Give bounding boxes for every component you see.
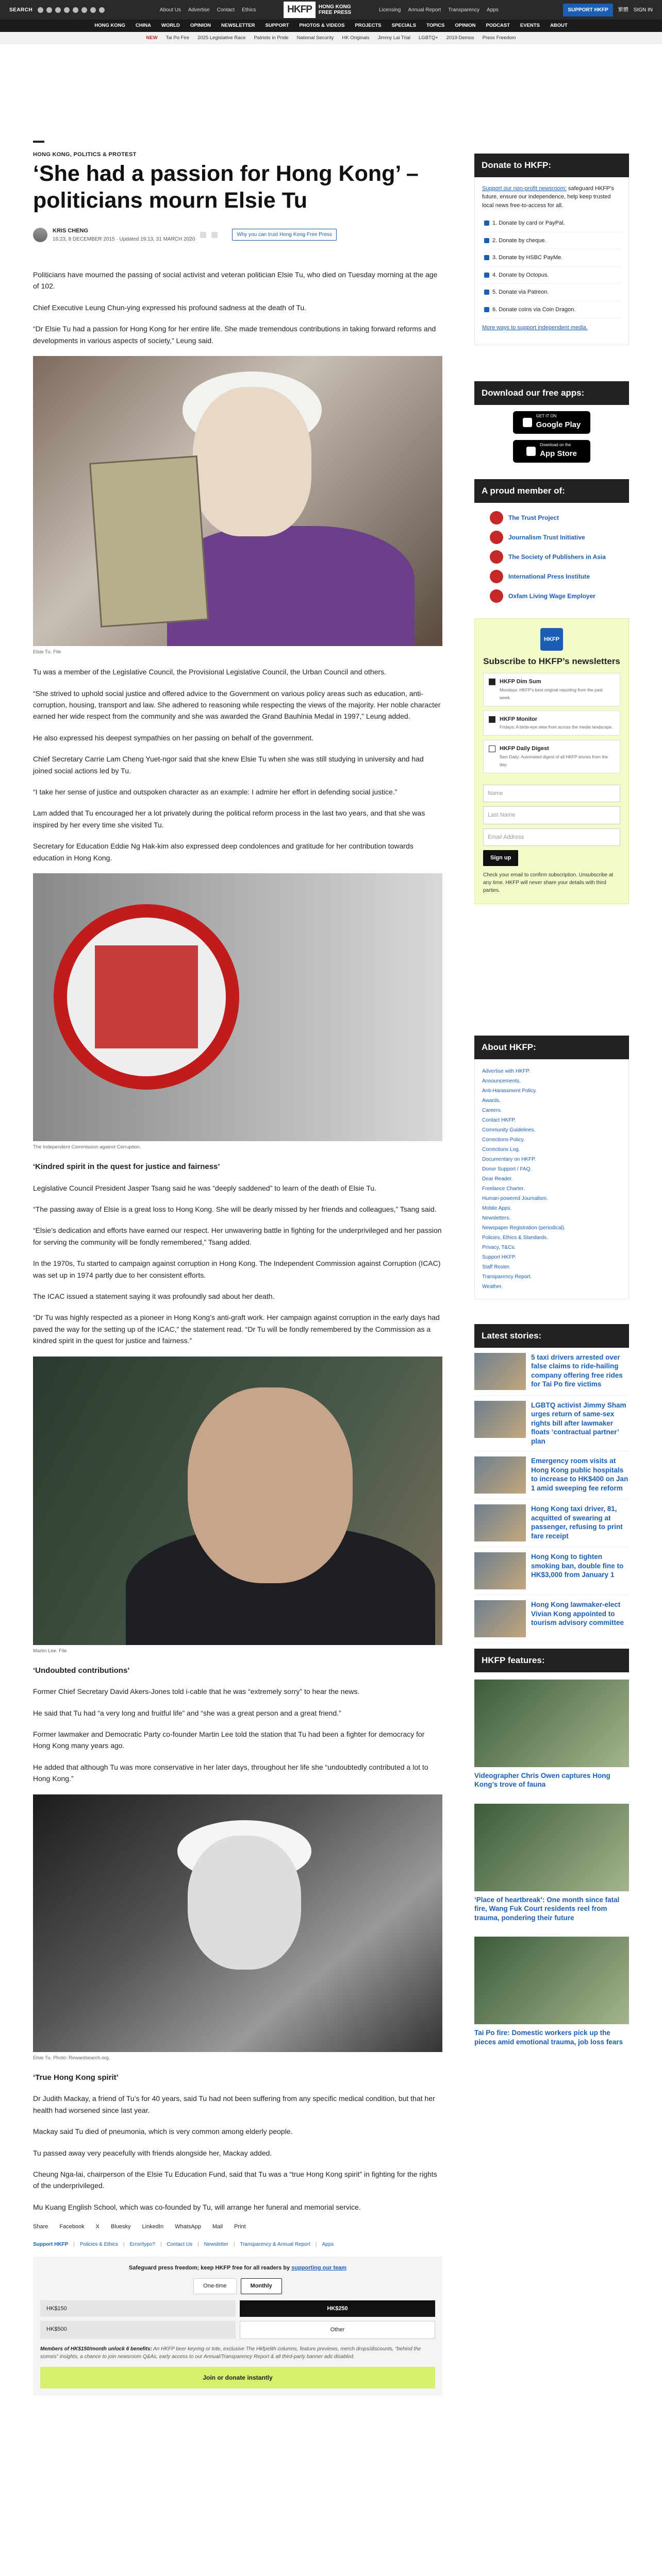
- member-name: The Trust Project: [508, 514, 559, 521]
- about-link[interactable]: Privacy, T&Cs.: [482, 1244, 516, 1250]
- member-oxfam[interactable]: [474, 586, 629, 606]
- rss-icon[interactable]: [99, 7, 105, 13]
- paragraph: Cheung Nga-lai, chairperson of the Elsie Tu Education Fund, said that Tu was a “true Hong Kong spirit” in fighting for the rights of the underprivileged.: [33, 2170, 437, 2190]
- nav-opinion[interactable]: OPINION: [190, 22, 211, 28]
- octopus-icon: [484, 273, 489, 278]
- option-name: HKFP Monitor: [500, 716, 538, 722]
- author-name[interactable]: KRIS CHENG: [53, 228, 89, 234]
- top-links-right: [374, 6, 503, 14]
- share-bar: [33, 2223, 442, 2231]
- membership-benefits-title: Members of HK$150/month unlock 6 benefits:: [40, 2346, 152, 2352]
- trending-item[interactable]: 2019 Demos: [446, 35, 474, 41]
- nav-topics[interactable]: TOPICS: [426, 22, 445, 28]
- donate-intro: [482, 184, 621, 210]
- nav-china[interactable]: CHINA: [135, 22, 152, 28]
- paragraph: In the 1970s, Tu started to campaign against corruption in Hong Kong. The Independent Commission against Corruption (ICAC) was set up in 1974 partly due to her consistent efforts.: [33, 1259, 441, 1279]
- figure-caption: Martin Lee. File: [33, 1648, 67, 1654]
- byline-text: [53, 227, 195, 243]
- about-link[interactable]: Policies, Ethics & Standards.: [482, 1234, 548, 1241]
- member-ipi[interactable]: [474, 567, 629, 586]
- donate-method-octopus[interactable]: [482, 267, 621, 284]
- feature-story[interactable]: [474, 1797, 629, 1930]
- amount-150[interactable]: HK$150: [40, 2300, 236, 2317]
- option-text: [500, 715, 613, 732]
- social-icons: [38, 7, 105, 13]
- story-thumbnail: [474, 1552, 526, 1589]
- subheading: ‘True Hong Kong spirit’: [33, 2073, 119, 2082]
- trending-item[interactable]: Patriots in Pride: [254, 35, 289, 41]
- story-thumbnail: [474, 1600, 526, 1637]
- paragraph: Dr Judith Mackay, a friend of Tu’s for 40 years, said Tu had not been suffering from any specific medical condition, but that her health had worsened since last year.: [33, 2094, 435, 2114]
- title-rule: [33, 141, 44, 143]
- top-link-contact[interactable]: Contact: [217, 7, 235, 13]
- paragraph: He added that although Tu was more conservative in her later days, throughout her life she “undoubtedly contributed a lot to Hong Kong.”: [33, 1762, 428, 1783]
- article-category[interactable]: HONG KONG, POLITICS & PROTEST: [33, 151, 137, 158]
- paragraph: Tu passed away very peacefully with friends alongside her, Mackay added.: [33, 2148, 272, 2157]
- feature-story[interactable]: [474, 1672, 629, 1797]
- paragraph: The ICAC issued a statement saying it was profoundly sad about her death.: [33, 1292, 275, 1300]
- donation-title-link[interactable]: supporting our team: [291, 2264, 347, 2271]
- nav-about[interactable]: ABOUT: [550, 22, 568, 28]
- sidebar-heading: Donate to HKFP:: [474, 154, 629, 177]
- member-trust-project[interactable]: [474, 508, 629, 528]
- latest-story[interactable]: [474, 1595, 629, 1643]
- feature-image: [474, 1804, 629, 1891]
- footer-typo-link[interactable]: Error/typo?: [129, 2241, 155, 2247]
- newsletter-option-digest[interactable]: [483, 740, 620, 773]
- jti-icon: [490, 531, 503, 544]
- photo-shape: [95, 945, 198, 1048]
- freq-one-time[interactable]: One-time: [193, 2278, 236, 2294]
- footer-support-link[interactable]: Support HKFP: [33, 2241, 69, 2247]
- byline: [33, 227, 435, 243]
- facebook-icon[interactable]: [38, 7, 43, 13]
- paragraph: Mackay said Tu died of pneumonia, which is very common among elderly people.: [33, 2127, 293, 2136]
- about-link[interactable]: Announcements.: [482, 1078, 521, 1084]
- share-bluesky[interactable]: Bluesky: [111, 2224, 131, 2230]
- why-trust-button[interactable]: Why you can trust Hong Kong Free Press: [232, 229, 337, 241]
- spacer: [483, 777, 620, 785]
- latest-story[interactable]: [474, 1396, 629, 1452]
- sidebar-donate-body: [474, 177, 629, 345]
- feature-title: Videographer Chris Owen captures Hong Kong’s trove of fauna: [474, 1771, 610, 1789]
- footer-apps-link[interactable]: Apps: [322, 2241, 334, 2247]
- photo-elsie-tu-bw: [33, 1794, 442, 2052]
- separator: |: [160, 2241, 162, 2247]
- member-name: Oxfam Living Wage Employer: [508, 592, 595, 600]
- story-thumbnail: [474, 1353, 526, 1390]
- newsletter-option-dimsum[interactable]: [483, 673, 620, 706]
- paragraph: Secretary for Education Eddie Ng Hak-kim also expressed deep condolences and gratitude for her contribution towards education in Hong Kong.: [33, 842, 413, 862]
- telegram-icon[interactable]: [90, 7, 96, 13]
- story-title: Hong Kong to tighten smoking ban, double fine to HK$3,000 from January 1: [531, 1553, 624, 1579]
- ipi-icon: [490, 570, 503, 583]
- sidebar-heading: About HKFP:: [474, 1036, 629, 1059]
- sopa-icon: [490, 550, 503, 564]
- story-thumbnail: [474, 1401, 526, 1438]
- sidebar-members: [474, 479, 629, 611]
- donate-method-patreon[interactable]: [482, 284, 621, 301]
- name-field[interactable]: Name: [483, 785, 620, 803]
- member-sopa[interactable]: [474, 547, 629, 567]
- donate-intro-text: safeguard HKFP’s future, ensure our independence, help keep trusted local news free-to-access for all.: [482, 185, 614, 209]
- donation-amounts: [40, 2300, 435, 2339]
- nav-podcast[interactable]: PODCAST: [486, 22, 510, 28]
- latest-story[interactable]: [474, 1348, 629, 1396]
- photo-martin-lee: [33, 1357, 442, 1645]
- top-left: [9, 6, 143, 14]
- about-link[interactable]: Newsletters.: [482, 1215, 511, 1221]
- store-name: App Store: [540, 449, 577, 459]
- separator: |: [73, 2241, 75, 2247]
- option-text: [500, 744, 615, 769]
- coin-icon: [484, 307, 489, 312]
- footer-newsletter-link[interactable]: Newsletter: [204, 2241, 228, 2247]
- top-link-apps[interactable]: Apps: [487, 7, 499, 13]
- trending-item[interactable]: 2025 Legislative Race: [197, 35, 246, 41]
- article-date: 16:23, 8 DECEMBER 2015 · Updated 19:13, 31 MARCH 2020: [53, 236, 195, 242]
- share-mail[interactable]: Mail: [212, 2224, 223, 2230]
- paragraph: Tu was a member of the Legislative Council, the Provisional Legislative Council, the Urban Council and others.: [33, 668, 387, 676]
- member-logos: [474, 503, 629, 611]
- separator: |: [233, 2241, 235, 2247]
- about-links: [474, 1059, 629, 1299]
- google-play-button[interactable]: [513, 411, 590, 434]
- separator: |: [197, 2241, 199, 2247]
- share-whatsapp[interactable]: WhatsApp: [175, 2224, 201, 2230]
- latest-story[interactable]: [474, 1547, 629, 1595]
- search-button[interactable]: SEARCH: [9, 7, 33, 13]
- paragraph: Legislative Council President Jasper Tsang said he was “deeply saddened” to learn of the death of Elsie Tu.: [33, 1183, 376, 1192]
- figure-martin-lee: [33, 1357, 442, 1655]
- join-donate-button[interactable]: Join or donate instantly: [40, 2367, 435, 2388]
- photo-shape: [188, 1836, 301, 1970]
- paragraph: Chief Secretary Carrie Lam Cheng Yuet-ngor said that she knew Elsie Tu when she was still studying in university and had joined social actions led by Tu.: [33, 755, 424, 775]
- email-field[interactable]: Email Address: [483, 828, 620, 846]
- sidebar-latest: [474, 1324, 629, 1643]
- nav-world[interactable]: WORLD: [161, 22, 180, 28]
- amount-other[interactable]: Other: [240, 2321, 435, 2339]
- store-name: Google Play: [536, 420, 581, 430]
- paragraph: He also expressed his deepest sympathies on her passing on behalf of the government.: [33, 733, 313, 742]
- separator: |: [315, 2241, 317, 2247]
- about-link[interactable]: Donor Support / FAQ.: [482, 1166, 532, 1172]
- share-facebook[interactable]: Facebook: [59, 2224, 85, 2230]
- trending-item[interactable]: National Security: [296, 35, 334, 41]
- donation-box: [33, 2257, 442, 2396]
- checkbox[interactable]: [489, 679, 495, 685]
- site-logo[interactable]: [284, 2, 363, 19]
- donation-frequency: [40, 2278, 435, 2294]
- sidebar-heading: Download our free apps:: [474, 381, 629, 405]
- top-links: [143, 6, 272, 14]
- footer-policies-link[interactable]: Policies & Ethics: [79, 2241, 118, 2247]
- trust-project-icon: [490, 511, 503, 524]
- nav-specials[interactable]: SPECIALS: [391, 22, 417, 28]
- author-avatar: [33, 228, 47, 242]
- amount-500[interactable]: HK$500: [40, 2321, 236, 2339]
- membership-benefits: [40, 2345, 435, 2361]
- trending-item[interactable]: LGBTQ+: [419, 35, 438, 41]
- nav-hong-kong[interactable]: HONG KONG: [94, 22, 125, 28]
- donate-intro-link[interactable]: Support our non-profit newsroom:: [482, 185, 567, 192]
- donate-method-payme[interactable]: [482, 249, 621, 267]
- paragraph: “I take her sense of justice and outspoken character as an example: I admire her effort in defending social justice.”: [33, 787, 398, 796]
- about-link[interactable]: Careers.: [482, 1107, 502, 1113]
- article-title: ‘She had a passion for Hong Kong’ – politicians mourn Elsie Tu: [33, 161, 419, 213]
- share-icon[interactable]: [200, 232, 206, 238]
- about-link[interactable]: Weather.: [482, 1283, 503, 1290]
- sign-up-button[interactable]: Sign up: [483, 850, 518, 866]
- top-link-annual-report[interactable]: Annual Report: [408, 7, 441, 13]
- photo-shape: [188, 1387, 353, 1583]
- option-name: HKFP Daily Digest: [500, 745, 549, 752]
- sidebar-heading: Latest stories:: [474, 1324, 629, 1348]
- sidebar-about: [474, 1036, 629, 1299]
- top-link-advertise[interactable]: Advertise: [188, 7, 210, 13]
- story-title: Emergency room visits at Hong Kong public hospitals to increase to HK$400 on Jan 1 amid sweeping fee reform: [531, 1457, 628, 1492]
- threads-icon[interactable]: [73, 7, 78, 13]
- nav-newsletter[interactable]: NEWSLETTER: [221, 22, 255, 28]
- member-name: International Press Institute: [508, 572, 590, 580]
- paragraph: “The passing away of Elsie is a great loss to Hong Kong. She will be dearly missed by her friends and colleagues,” Tsang said.: [33, 1205, 437, 1214]
- trending-label: NEW: [146, 35, 158, 41]
- top-link-about[interactable]: About Us: [159, 7, 181, 13]
- nav-opinion-2[interactable]: OPINION: [455, 22, 476, 28]
- trending-item[interactable]: Press Freedom: [482, 35, 516, 41]
- store-small: Download on the: [540, 443, 571, 448]
- option-desc: 9am Daily: Automated digest of all HKFP stories from the day.: [500, 754, 608, 767]
- figure-elsie-tu-2: [33, 1794, 442, 2062]
- sidebar-apps: [474, 381, 629, 463]
- cheque-icon: [484, 238, 489, 243]
- nav-projects[interactable]: PROJECTS: [355, 22, 382, 28]
- about-link[interactable]: Community Guidelines.: [482, 1127, 536, 1133]
- share-x[interactable]: X: [95, 2224, 100, 2230]
- amount-250[interactable]: HK$250: [240, 2300, 435, 2317]
- feature-title: Tai Po fire: Domestic workers pick up the pieces amid emotional trauma, job loss fears: [474, 2029, 623, 2046]
- story-thumbnail: [474, 1456, 526, 1494]
- photo-shape: [193, 387, 311, 536]
- share-print[interactable]: Print: [234, 2224, 246, 2230]
- trending-item[interactable]: Jimmy Lai Trial: [377, 35, 411, 41]
- more-ways-link[interactable]: More ways to support independent media.: [482, 325, 588, 331]
- separator: |: [123, 2241, 125, 2247]
- google-play-icon: [523, 418, 532, 427]
- story-title: Hong Kong lawmaker-elect Vivian Kong appointed to tourism advisory committee: [531, 1601, 624, 1627]
- newsletter-signup: [474, 618, 629, 904]
- paragraph: Former Chief Secretary David Akers-Jones told i-cable that he was “extremely sorry” to hear the news.: [33, 1687, 360, 1696]
- feature-image: [474, 1937, 629, 2024]
- trending-bar: [0, 32, 662, 44]
- about-link[interactable]: Anti-Harassment Policy.: [482, 1088, 537, 1094]
- donate-method-label: 6. Donate coins via Coin Dragon.: [492, 306, 576, 313]
- donate-method-cheque[interactable]: [482, 232, 621, 250]
- feature-story[interactable]: [474, 1929, 629, 2054]
- last-name-field[interactable]: Last Name: [483, 806, 620, 824]
- newsletter-option-monitor[interactable]: [483, 710, 620, 736]
- story-thumbnail: [474, 1504, 526, 1541]
- top-bar: [0, 0, 662, 20]
- paragraph: Mu Kuang English School, which was co-founded by Tu, will arrange her funeral and memorial service.: [33, 2202, 361, 2211]
- figure-caption: Elsie Tu. File: [33, 649, 61, 655]
- checkbox[interactable]: [489, 716, 495, 723]
- paragraph: “Dr Elsie Tu had a passion for Hong Kong for her entire life. She made tremendous contributions in taking forward reforms and developments in various aspects of society,” Leung said.: [33, 325, 436, 345]
- figure-elsie-tu: [33, 356, 442, 656]
- more-ways: [482, 324, 621, 332]
- payme-icon: [484, 255, 489, 260]
- donate-method-label: 3. Donate by HSBC PayMe.: [492, 255, 563, 261]
- membership-benefits-text: An HKFP beer keyring or tote, exclusive The Hkfpelith columns, feature previews, merch drops/discounts, “behind the scenes” insights, a chance to join newsroom Q&As, early access to our Annual/Transparency Report & all third-party banner ads disabled.: [40, 2346, 421, 2360]
- member-name: Journalism Trust Initiative: [508, 533, 585, 541]
- store-text: [536, 413, 581, 431]
- apple-icon: [526, 447, 536, 456]
- figure-icac: [33, 873, 442, 1151]
- top-link-licensing[interactable]: Licensing: [379, 7, 401, 13]
- freq-monthly[interactable]: Monthly: [241, 2278, 282, 2294]
- sidebar-features: [474, 1649, 629, 2054]
- about-link[interactable]: Support HKFP.: [482, 1254, 516, 1260]
- donate-method-coindragon[interactable]: [482, 301, 621, 319]
- member-name: The Society of Publishers in Asia: [508, 553, 606, 561]
- about-link[interactable]: Mobile Apps.: [482, 1205, 512, 1211]
- story-title: LGBTQ activist Jimmy Sham urges return of same-sex rights bill after lawmaker floats ‘contractual partner’ plan: [531, 1401, 626, 1445]
- member-jti[interactable]: [474, 528, 629, 547]
- top-right: [503, 4, 653, 16]
- donation-title-text: Safeguard press freedom; keep HKFP free for all readers by: [128, 2264, 292, 2271]
- option-name: HKFP Dim Sum: [500, 679, 541, 685]
- language-toggle[interactable]: 繁體: [618, 7, 628, 13]
- store-small: GET IT ON: [536, 414, 557, 419]
- about-link[interactable]: Staff Roster.: [482, 1264, 510, 1270]
- option-text: [500, 677, 615, 702]
- sidebar-heading: HKFP features:: [474, 1649, 629, 1672]
- nav-events[interactable]: EVENTS: [520, 22, 540, 28]
- sidebar-heading: A proud member of:: [474, 479, 629, 503]
- trending-item[interactable]: HK Originals: [342, 35, 370, 41]
- latest-story[interactable]: [474, 1499, 629, 1547]
- feature-title: ‘Place of heartbreak’: One month since fatal fire, Wang Fuk Court residents reel from trauma, pondering their future: [474, 1895, 620, 1922]
- about-link[interactable]: Awards.: [482, 1097, 501, 1104]
- about-link[interactable]: Dear Reader.: [482, 1176, 513, 1182]
- store-text: [540, 442, 577, 460]
- article-body: [33, 269, 442, 2396]
- footer-contact-link[interactable]: Contact Us: [167, 2241, 193, 2247]
- article-footer-links: [33, 2241, 442, 2248]
- card-icon: [484, 221, 489, 226]
- donate-method-label: 1. Donate by card or PayPal.: [492, 220, 565, 226]
- footer-transparency-link[interactable]: Transparency & Annual Report: [240, 2241, 310, 2247]
- about-link[interactable]: Contact HKFP.: [482, 1117, 516, 1123]
- about-link[interactable]: Human-powered Journalism.: [482, 1195, 548, 1201]
- oxfam-icon: [490, 589, 503, 603]
- paragraph: Former lawmaker and Democratic Party co-founder Martin Lee told the station that Tu had been a fighter for democracy for Hong Kong many years ago.: [33, 1730, 425, 1750]
- top-link-transparency[interactable]: Transparency: [448, 7, 480, 13]
- support-hkfp-button[interactable]: SUPPORT HKFP: [563, 4, 613, 16]
- about-link[interactable]: Advertise with HKFP.: [482, 1068, 531, 1074]
- checkbox[interactable]: [489, 745, 495, 752]
- donation-title: [40, 2264, 435, 2273]
- main-nav: [0, 20, 662, 32]
- paragraph: He said that Tu had “a very long and fruitful life” and “she was a great person and a great friend.”: [33, 1708, 341, 1717]
- sign-in-link[interactable]: SIGN IN: [633, 7, 653, 13]
- photo-icac: [33, 873, 442, 1141]
- app-store-button[interactable]: [513, 440, 590, 463]
- paragraph: “She strived to uphold social justice and offered advice to the Government on various policy areas such as education, anti-corruption, housing, transport and law. She adhered to reasoning while respecting the views of the majority. Her noble character earned her wide respect from the community and she was awarded the Grand Bauhinia Medal in 1997,” Leung added.: [33, 689, 441, 721]
- bookmark-icon[interactable]: [211, 232, 218, 238]
- paragraph: “Elsie’s dedication and efforts have earned our respect. Her unwavering battle in fighting for the underprivileged and her passion for serving the community will be fondly remembered,” Tsang added.: [33, 1226, 442, 1246]
- newsletter-fine-print: Check your email to confirm subscription. Unsubscribe at any time. HKFP will never share your details with third parties.: [483, 872, 614, 893]
- about-link[interactable]: Corrections Log.: [482, 1146, 520, 1153]
- subheading: ‘Undoubted contributions’: [33, 1666, 130, 1675]
- option-desc: Fridays: A birds-eye view from across the media landscape.: [500, 724, 613, 730]
- paragraph: Chief Executive Leung Chun-ying expressed his profound sadness at the death of Tu.: [33, 303, 307, 312]
- newsletter-logo: HKFP: [540, 628, 563, 651]
- figure-caption: Elsie Tu. Photo: Rewardsearch.org.: [33, 2055, 110, 2061]
- story-title: 5 taxi drivers arrested over false claims to ride-hailing company offering free rides for Tai Po fire victims: [531, 1353, 623, 1388]
- photo-elsie-tu: [33, 356, 442, 646]
- option-desc: Mondays: HKFP’s best original reporting from the past week.: [500, 687, 603, 700]
- about-link[interactable]: Corrections Policy.: [482, 1137, 525, 1143]
- feature-image: [474, 1680, 629, 1767]
- youtube-icon[interactable]: [64, 7, 70, 13]
- paragraph: “Dr Tu was highly respected as a pioneer in Hong Kong’s anti-graft work. Her campaign against corruption in the early days had paved the way for the setting up of the ICAC,” the statement read. “Dr Tu will be fondly remembered by the Commission as a kindred spirit in the quest for justice and fairness.”: [33, 1313, 440, 1345]
- x-icon[interactable]: [46, 7, 52, 13]
- patreon-icon: [484, 290, 489, 295]
- top-link-ethics[interactable]: Ethics: [242, 7, 256, 13]
- about-link[interactable]: Freelance Charter.: [482, 1185, 525, 1192]
- nav-support[interactable]: SUPPORT: [265, 22, 289, 28]
- logo-text: HONG KONG FREE PRESS: [318, 4, 352, 15]
- subheading: ‘Kindred spirit in the quest for justice and fairness’: [33, 1162, 220, 1172]
- donate-methods: [482, 215, 621, 318]
- about-link[interactable]: Transparency Report.: [482, 1274, 532, 1280]
- about-link[interactable]: Newspaper Registration (periodical).: [482, 1225, 566, 1231]
- paragraph: Lam added that Tu encouraged her a lot privately during the political reform process in the last two years, and that she was inspired by her every time she visited Tu.: [33, 809, 425, 829]
- story-title: Hong Kong taxi driver, 81, acquitted of swearing at passenger, refusing to print fare receipt: [531, 1505, 623, 1540]
- trending-item[interactable]: Tai Po Fire: [166, 35, 189, 41]
- photo-shape: [89, 455, 209, 628]
- latest-story[interactable]: [474, 1451, 629, 1499]
- donate-method-label: 4. Donate by Octopus.: [492, 272, 549, 278]
- instagram-icon[interactable]: [55, 7, 61, 13]
- about-link[interactable]: Documentary on HKFP.: [482, 1156, 536, 1162]
- share-linkedin[interactable]: LinkedIn: [142, 2224, 164, 2230]
- donate-method-label: 2. Donate by cheque.: [492, 237, 547, 244]
- figure-caption: The Independent Commission against Corruption.: [33, 1144, 141, 1150]
- donate-method-label: 5. Donate via Patreon.: [492, 289, 549, 295]
- newsletter-title: Subscribe to HKFP’s newsletters: [483, 656, 620, 666]
- donate-method-card[interactable]: [482, 215, 621, 232]
- linkedin-icon[interactable]: [81, 7, 87, 13]
- nav-photos-videos[interactable]: PHOTOS & VIDEOS: [299, 22, 345, 28]
- logo-mark: HKFP: [284, 2, 316, 19]
- share-label: Share: [33, 2224, 48, 2230]
- sidebar-donate: [474, 154, 629, 345]
- paragraph: Politicians have mourned the passing of social activist and veteran politician Elsie Tu, who died on Tuesday morning at the age of 102.: [33, 270, 438, 291]
